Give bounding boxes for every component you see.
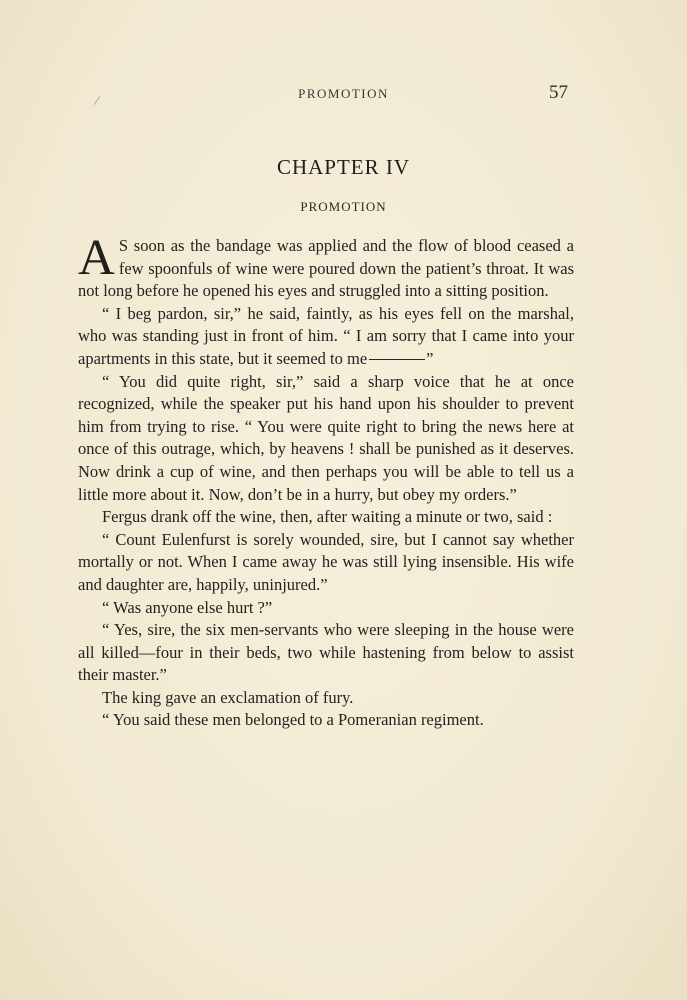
- paragraph-4: Fergus drank off the wine, then, after waiting a minute or two, said :: [102, 507, 553, 527]
- paragraph-5: “ Count Eulenfurst is sorely wounded, sire, but I cannot say whether mortally or not. When I came away he was still lying insensible. His wife and daughter are, happily, uninjured.”: [78, 529, 574, 594]
- paragraph-2-close-quote: ”: [426, 348, 434, 368]
- chapter-subtitle: PROMOTION: [300, 199, 387, 214]
- chapter-title: CHAPTER IV: [276, 155, 411, 179]
- paragraph-2-text: “ I beg pardon, sir,” he said, faintly, as his eyes fell on the marshal, who was standing just in front of him. “ I am sorry that I came into your apartments in this state, but it seemed to me: [78, 303, 574, 368]
- paragraph-9: “ You said these men belonged to a Pomeranian regiment.: [102, 710, 484, 730]
- paragraph-8: The king gave an exclamation of fury.: [102, 687, 354, 707]
- em-dash-rule: [369, 359, 425, 360]
- paragraph-1: [78, 230, 574, 303]
- body-text: [78, 230, 574, 732]
- paragraph-6: “ Was anyone else hurt ?”: [102, 597, 273, 617]
- drop-cap: A: [78, 230, 115, 286]
- paragraph-7: “ Yes, sire, the six men-servants who were sleeping in the house were all killed—four in their beds, two while hastening from below to assist their master.”: [78, 620, 574, 685]
- paragraph-3: “ You did quite right, sir,” said a sharp voice that he at once recognized, while the speaker put his hand upon his shoulder to prevent him from trying to rise. “ You were quite right to bring the news here at once of this outrage, which, by heavens ! shall be punished as it deserves. Now drink a cup of wine, and then perhaps you will be able to tell us a little more about it. Now, don’t be in a hurry, but obey my orders.”: [78, 371, 574, 504]
- paragraph-2: [78, 303, 574, 371]
- paragraph-1-text: S soon as the bandage was applied and the flow of blood ceased a few spoonfuls of wine were poured down the patient’s throat. It was not long before he opened his eyes and struggled into a sitting position.: [78, 236, 574, 301]
- page-number: 57: [549, 82, 568, 103]
- running-head: PROMOTION: [298, 86, 389, 101]
